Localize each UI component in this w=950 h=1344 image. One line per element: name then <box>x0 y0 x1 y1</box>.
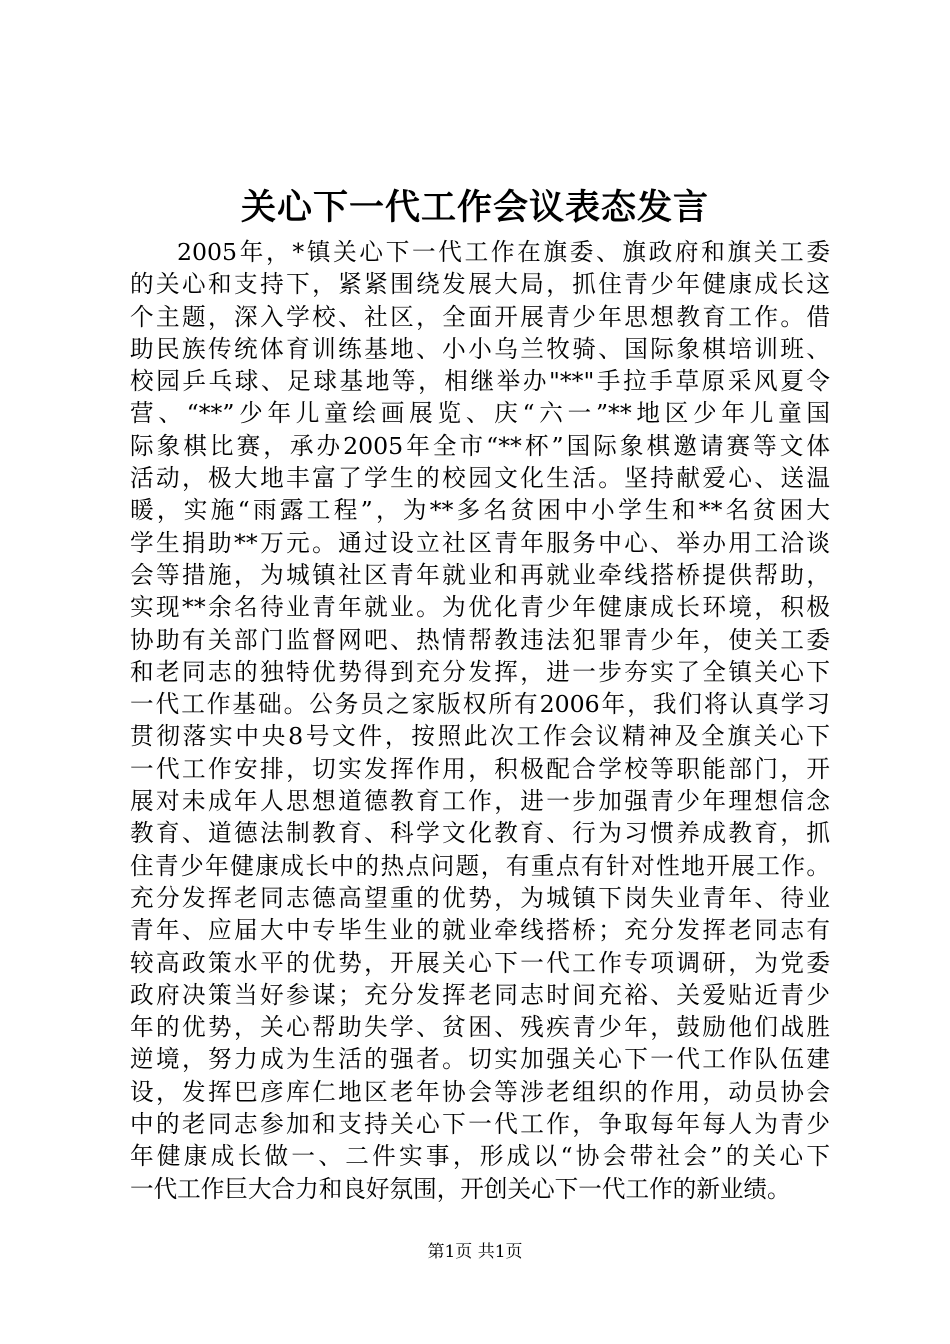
body-text-line: 实现**余名待业青年就业。为优化青少年健康成长环境，积极 <box>130 593 830 622</box>
body-text-line: 校园乒乓球、足球基地等，相继举办"**"手拉手草原采风夏令 <box>130 367 830 396</box>
body-text-line: 会等措施，为城镇社区青年就业和再就业牵线搭桥提供帮助， <box>130 560 830 589</box>
body-text-line: 中的老同志参加和支持关心下一代工作，争取每年每人为青少 <box>130 1110 830 1139</box>
body-text-line: 一代工作巨大合力和良好氛围，开创关心下一代工作的新业绩。 <box>130 1174 791 1203</box>
page-footer: 第1页 共1页 <box>427 1242 523 1262</box>
body-text-line: 活动，极大地丰富了学生的校园文化生活。坚持献爱心、送温 <box>130 464 830 493</box>
body-text-line: 设，发挥巴彦库仁地区老年协会等涉老组织的作用，动员协会 <box>130 1077 830 1106</box>
body-text-line: 暖，实施“雨露工程”，为**多名贫困中小学生和**名贫困大 <box>130 496 830 525</box>
body-text-line: 和老同志的独特优势得到充分发挥，进一步夯实了全镇关心下 <box>130 657 830 686</box>
body-text-line: 际象棋比赛，承办2005年全市“**杯”国际象棋邀请赛等文体 <box>130 431 830 460</box>
document-title: 关心下一代工作会议表态发言 <box>240 188 709 228</box>
body-text-line: 学生捐助**万元。通过设立社区青年服务中心、举办用工洽谈 <box>130 528 830 557</box>
body-text-line: 逆境，努力成为生活的强者。切实加强关心下一代工作队伍建 <box>130 1045 830 1074</box>
body-text-line: 年健康成长做一、二件实事，形成以“协会带社会”的关心下 <box>130 1142 830 1171</box>
body-text-line: 一代工作安排，切实发挥作用，积极配合学校等职能部门，开 <box>130 754 830 783</box>
body-text-line: 贯彻落实中央8号文件，按照此次工作会议精神及全旗关心下 <box>130 722 830 751</box>
body-text-line: 教育、道德法制教育、科学文化教育、行为习惯养成教育，抓 <box>130 819 830 848</box>
body-text-line: 助民族传统体育训练基地、小小乌兰牧骑、国际象棋培训班、 <box>130 334 830 363</box>
body-text-line: 协助有关部门监督网吧、热情帮教违法犯罪青少年，使关工委 <box>130 625 830 654</box>
body-text-line: 青年、应届大中专毕生业的就业牵线搭桥；充分发挥老同志有 <box>130 916 830 945</box>
body-text-line: 一代工作基础。公务员之家版权所有2006年，我们将认真学习 <box>130 690 830 719</box>
document-body <box>130 236 830 1205</box>
body-text-line: 2005年，*镇关心下一代工作在旗委、旗政府和旗关工委 <box>177 238 830 266</box>
body-text-line: 营、“**”少年儿童绘画展览、庆“六一”**地区少年儿童国 <box>130 399 830 428</box>
body-text-line: 政府决策当好参谋；充分发挥老同志时间充裕、关爱贴近青少 <box>130 980 830 1009</box>
body-text-line: 年的优势，关心帮助失学、贫困、残疾青少年，鼓励他们战胜 <box>130 1013 830 1042</box>
body-text-line: 较高政策水平的优势，开展关心下一代工作专项调研，为党委 <box>130 948 830 977</box>
body-text-line: 充分发挥老同志德高望重的优势，为城镇下岗失业青年、待业 <box>130 883 830 912</box>
body-text-line: 的关心和支持下，紧紧围绕发展大局，抓住青少年健康成长这 <box>130 270 830 299</box>
body-text-line: 个主题，深入学校、社区，全面开展青少年思想教育工作。借 <box>130 302 830 331</box>
body-text-line: 住青少年健康成长中的热点问题，有重点有针对性地开展工作。 <box>130 851 830 880</box>
body-text-line: 展对未成年人思想道德教育工作，进一步加强青少年理想信念 <box>130 787 830 816</box>
